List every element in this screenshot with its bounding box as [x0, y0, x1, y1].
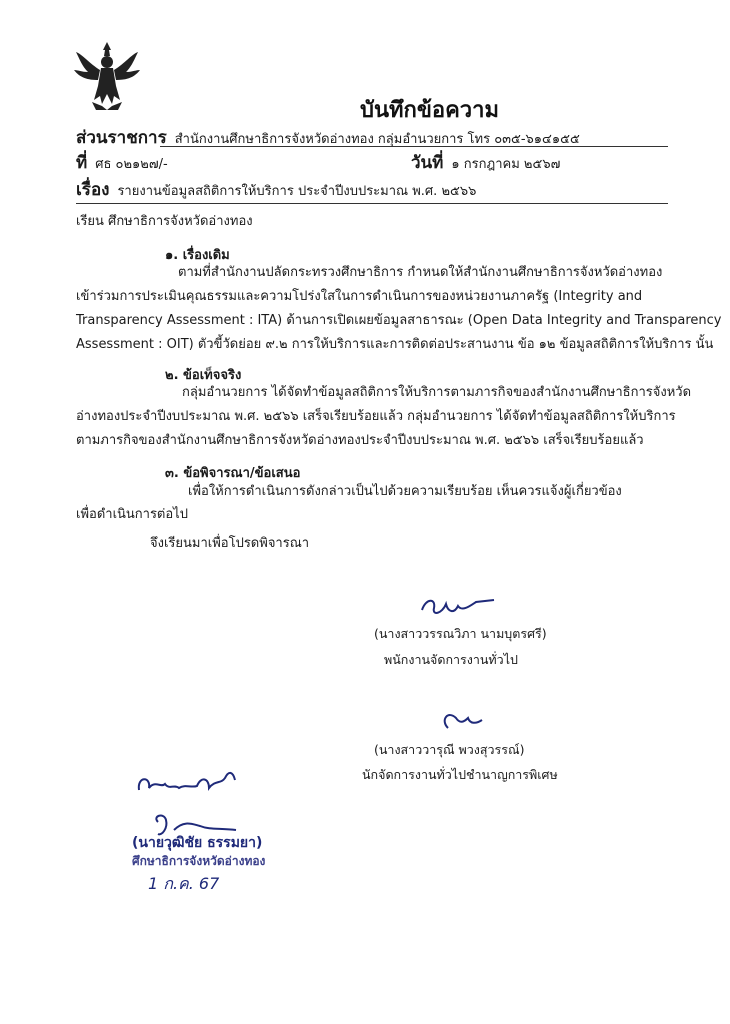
section1-line-1: ตามที่สำนักงานปลัดกระทรวงศึกษาธิการ กำหนดให้สำนักงานศึกษาธิการจังหวัดอ่างทอง — [178, 265, 663, 280]
agency-value: สำนักงานศึกษาธิการจังหวัดอ่างทอง กลุ่มอำนวยการ โทร ๐๓๕-๖๑๔๑๕๕ — [174, 132, 580, 147]
garuda-emblem-icon — [72, 40, 142, 112]
approver-position: ศึกษาธิการจังหวัดอ่างทอง — [132, 854, 266, 868]
approver-date: 1 ก.ค. 67 — [148, 874, 220, 893]
section3-line-1: เพื่อให้การดำเนินการดังกล่าวเป็นไปด้วยความเรียบร้อย เห็นควรแจ้งผู้เกี่ยวข้อง — [188, 484, 622, 499]
section1-line-2: เข้าร่วมการประเมินคุณธรรมและความโปร่งใสในการดำเนินการของหน่วยงานภาครัฐ (Integrity and — [76, 289, 643, 304]
date-line — [411, 149, 560, 176]
section3-heading: ๓. ข้อพิจารณา/ข้อเสนอ — [165, 466, 301, 481]
signer2-name: (นางสาววารุณี พวงสุวรรณ์) — [374, 742, 525, 757]
document-title: บันทึกข้อความ — [360, 98, 500, 123]
section1-line-3: Transparency Assessment : ITA) ด้านการเปิดเผยข้อมูลสาธารณะ (Open Data Integrity and Transparency — [76, 313, 722, 328]
date-label: วันที่ — [411, 153, 444, 173]
section2-line-2: อ่างทองประจำปีงบประมาณ พ.ศ. ๒๕๖๖ เสร็จเรียบร้อยแล้ว กลุ่มอำนวยการ ได้จัดทำข้อมูลสถิติการให้บริการ — [76, 409, 676, 424]
closing-line: จึงเรียนมาเพื่อโปรดพิจารณา — [150, 536, 310, 551]
signer1-name: (นางสาววรรณวิภา นามบุตรศรี) — [374, 626, 547, 641]
reference-line — [76, 149, 168, 176]
reference-value: ศธ ๐๒๑๒๗/- — [95, 157, 168, 172]
salutation: เรียน ศึกษาธิการจังหวัดอ่างทอง — [76, 214, 253, 229]
subject-value: รายงานข้อมูลสถิติการให้บริการ ประจำปีงบประมาณ พ.ศ. ๒๕๖๖ — [117, 184, 477, 199]
signature-2-icon — [438, 708, 488, 738]
reference-label: ที่ — [76, 153, 88, 173]
date-value: ๑ กรกฎาคม ๒๕๖๗ — [451, 157, 561, 172]
approval-handwriting-icon — [135, 766, 245, 806]
section2-heading: ๒. ข้อเท็จจริง — [165, 368, 242, 383]
section3-line-2: เพื่อดำเนินการต่อไป — [76, 507, 188, 522]
subject-label: เรื่อง — [76, 180, 110, 200]
section2-line-1: กลุ่มอำนวยการ ได้จัดทำข้อมูลสถิติการให้บริการตามภารกิจของสำนักงานศึกษาธิการจังหวัด — [182, 385, 692, 400]
section1-line-4: Assessment : OIT) ตัวขี้วัดย่อย ๙.๒ การให้บริการและการติดต่อประสานงาน ข้อ ๑๒ ข้อมูลสถิติการให้บริการ นั้น — [76, 337, 714, 352]
signer1-position: พนักงานจัดการงานทั่วไป — [384, 652, 518, 667]
agency-underline — [160, 146, 668, 147]
signature-1-icon — [418, 592, 498, 622]
approver-name: (นายวุฒิชัย ธรรมยา) — [132, 835, 263, 851]
subject-line — [76, 176, 476, 203]
agency-label: ส่วนราชการ — [76, 128, 167, 148]
section1-heading: ๑. เรื่องเดิม — [165, 248, 230, 263]
header-divider — [76, 203, 668, 204]
section2-line-3: ตามภารกิจของสำนักงานศึกษาธิการจังหวัดอ่างทองประจำปีงบประมาณ พ.ศ. ๒๕๖๖ เสร็จเรียบร้อยแล้ว — [76, 433, 644, 448]
signer2-position: นักจัดการงานทั่วไปชำนาญการพิเศษ — [362, 767, 558, 782]
